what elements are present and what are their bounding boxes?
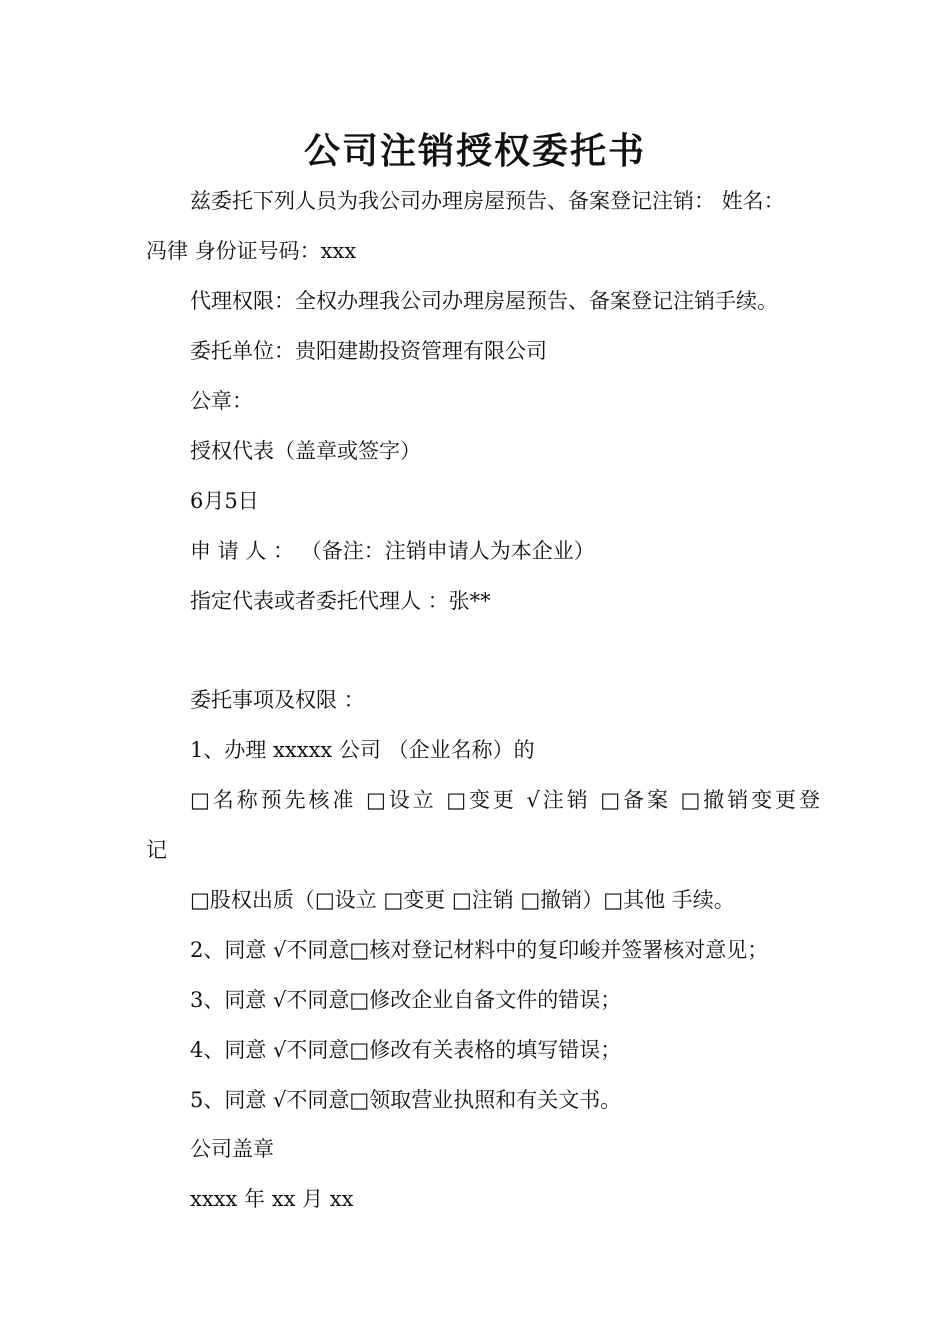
official-seal-line: 公章： xyxy=(190,389,253,413)
authorized-representative-line: 授权代表（盖章或签字） xyxy=(190,439,421,463)
document-title: 公司注销授权委托书 xyxy=(303,131,646,172)
equity-pledge-options-line: □股权出质（□设立 □变更 □注销 □撤销）□其他 手续。 xyxy=(190,888,735,912)
signing-date-line: xxxx 年 xx 月 xx xyxy=(190,1187,354,1211)
registration-options-continuation: 记 xyxy=(146,838,167,862)
entrusted-matters-heading: 委托事项及权限 ： xyxy=(190,688,365,712)
item-2-line: 2、同意 √不同意□核对登记材料中的复印峻并签署核对意见； xyxy=(190,938,769,962)
item-3-line: 3、同意 √不同意□修改企业自备文件的错误； xyxy=(190,988,622,1012)
entrusting-unit-line: 委托单位：贵阳建勘投资管理有限公司 xyxy=(190,339,547,363)
agent-name-id-line: 冯律 身份证号码：xxx xyxy=(146,239,357,263)
item-1-line: 1、办理 xxxxx 公司 （企业名称）的 xyxy=(190,738,535,762)
company-seal-line: 公司盖章 xyxy=(190,1137,274,1161)
entrust-intro-line: 兹委托下列人员为我公司办理房屋预告、备案登记注销： 姓名： xyxy=(190,189,785,213)
applicant-line: 申 请 人 ： （备注：注销申请人为本企业） xyxy=(190,539,595,563)
registration-options-line: □名称预先核准 □设立 □变更 √注销 □备案 □撤销变更登 xyxy=(190,788,820,812)
item-5-line: 5、同意 √不同意□领取营业执照和有关文书。 xyxy=(190,1088,622,1112)
agency-authority-line: 代理权限：全权办理我公司办理房屋预告、备案登记注销手续。 xyxy=(190,289,778,313)
item-4-line: 4、同意 √不同意□修改有关表格的填写错误； xyxy=(190,1038,622,1062)
date-line: 6月5日 xyxy=(190,489,259,513)
designated-agent-line: 指定代表或者委托代理人 ：张** xyxy=(190,589,491,613)
